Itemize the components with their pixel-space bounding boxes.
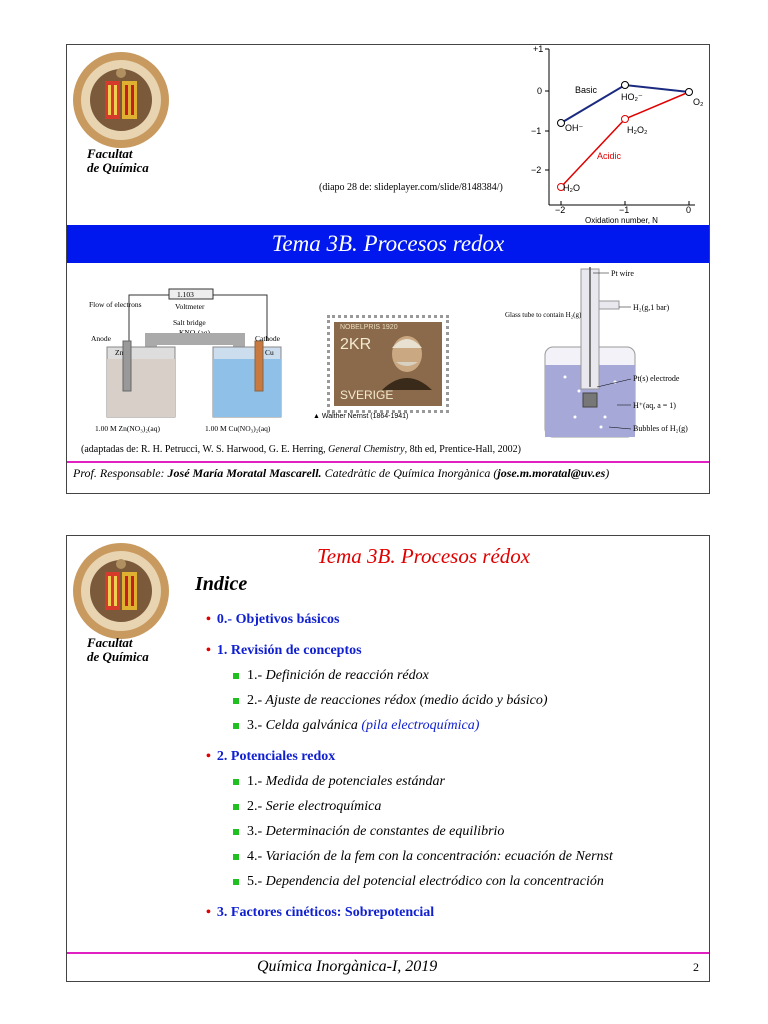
bullet-icon: • (206, 612, 211, 627)
faculty-label (87, 147, 149, 175)
nernst-portrait (378, 330, 436, 390)
faculty-line-1: Facultat (87, 146, 133, 161)
slide-title-bar (67, 225, 709, 263)
voltmeter-value: 1.103 (177, 290, 194, 299)
point-oh (558, 120, 565, 127)
item-label: 1. Revisión de conceptos (216, 643, 362, 658)
zn-label: Zn (115, 348, 124, 357)
basic-label: Basic (575, 85, 598, 95)
x-tick-label: −1 (619, 205, 630, 215)
footer-label: Prof. Responsable: (73, 466, 168, 480)
bubbles-label: Bubbles of H₂(g) (633, 424, 688, 433)
index-subitem[interactable] (233, 824, 504, 840)
item-number: 4.- (247, 849, 263, 864)
bullet-icon: • (206, 749, 211, 764)
cathode-label: Cathode (255, 334, 280, 343)
point-ho2 (622, 82, 629, 89)
item-label: 2. Potenciales redox (216, 749, 336, 764)
pt-wire-label: Pt wire (611, 269, 634, 278)
item-label: Medida de potenciales estándar (262, 774, 445, 789)
item-label: Celda galvánica (262, 718, 362, 733)
slide-1 (66, 44, 710, 494)
item-number: 1.- (247, 774, 263, 789)
voltmeter-label: Voltmeter (175, 302, 205, 311)
index-subitem[interactable] (233, 874, 604, 890)
index-heading: Indice (195, 573, 248, 595)
hplus-label: H⁺(aq, a = 1) (633, 401, 676, 410)
professor-name: José María Moratal Mascarell. (167, 466, 322, 480)
item-label: Serie electroquímica (262, 799, 382, 814)
university-seal-logo (72, 542, 170, 640)
species-h2o2: H₂O₂ (627, 125, 648, 135)
credit-edition: , 8th ed, Prentice-Hall, 2002) (404, 444, 521, 455)
item-number: 5.- (247, 874, 263, 889)
item-number: 1.- (247, 668, 263, 683)
stamp-caption: ▲ Walther Nernst (1864-1941) (313, 413, 409, 420)
index-subitem[interactable] (233, 849, 613, 865)
left-solution-label: 1.00 M Zn(NO₃)₂(aq) (95, 424, 161, 433)
index-subitem[interactable] (233, 718, 479, 734)
university-seal-logo (72, 51, 170, 149)
item-number: 2.- (247, 799, 263, 814)
glass-tube-label: Glass tube to contain H₂(g) (505, 311, 582, 319)
stamp-top-text: NOBELPRIS 1920 (340, 324, 398, 331)
faculty-line-1: Facultat (87, 635, 133, 650)
y-tick-label: +1 (533, 45, 544, 54)
credit-authors: (adaptadas de: R. H. Petrucci, W. S. Harwood, G. E. Herring, (81, 444, 329, 455)
index-subitem[interactable] (233, 774, 445, 790)
slide-2 (66, 535, 710, 982)
x-tick-label: −2 (555, 205, 566, 215)
y-tick-label: −2 (531, 165, 542, 175)
bullet-icon: • (206, 905, 211, 920)
professor-footer (73, 466, 609, 481)
square-bullet-icon (233, 879, 239, 885)
item-number: 2.- (247, 693, 263, 708)
x-tick-label: 0 (686, 205, 692, 215)
faculty-label (87, 636, 149, 664)
footer-divider (67, 952, 709, 954)
acidic-series-line (561, 92, 689, 187)
hydrogen-electrode-illustration (505, 267, 705, 445)
course-footer: Química Inorgànica-I, 2019 (257, 958, 438, 975)
footer-divider (67, 461, 709, 463)
kno3-label: KNO₃(aq) (179, 328, 210, 337)
point-h2o2 (622, 116, 629, 123)
galvanic-cell-illustration (89, 281, 297, 441)
figure-credit (81, 444, 521, 455)
square-bullet-icon (233, 829, 239, 835)
bullet-icon: • (206, 643, 211, 658)
source-note: (diapo 28 de: slideplayer.com/slide/8148384/) (319, 182, 503, 193)
right-solution-label: 1.00 M Cu(NO₃)₂(aq) (205, 424, 271, 433)
item-label: Definición de reacción rédox (262, 668, 429, 683)
item-label: 0.- Objetivos básicos (216, 612, 340, 627)
y-tick-label: −1 (531, 126, 542, 136)
point-o2 (686, 89, 693, 96)
species-h2o: H₂O (563, 183, 580, 193)
salt-bridge-label: Salt bridge (173, 318, 206, 327)
flow-electrons-label: Flow of electrons (89, 300, 142, 309)
faculty-line-2: de Química (87, 649, 149, 664)
item-number: 3.- (247, 824, 263, 839)
footer-close-paren: ) (605, 466, 610, 480)
index-subitem[interactable] (233, 693, 548, 709)
professor-role: Catedràtic de Química Inorgànica ( (321, 466, 498, 480)
item-label: Ajuste de reacciones rédox (medio ácido y básico) (262, 693, 548, 708)
square-bullet-icon (233, 804, 239, 810)
cu-label: Cu (265, 348, 274, 357)
nernst-stamp (327, 315, 449, 413)
square-bullet-icon (233, 673, 239, 679)
stamp-country: SVERIGE (340, 388, 394, 402)
y-tick-label: 0 (537, 86, 543, 96)
index-subitem[interactable] (233, 799, 381, 815)
index-item-factores[interactable] (206, 905, 434, 921)
item-extra: (pila electroquímica) (361, 718, 480, 733)
species-oh: OH⁻ (565, 123, 584, 133)
h2-gas-label: H₂(g,1 bar) (633, 303, 670, 312)
stamp-value: 2KR (340, 336, 372, 353)
slide-title: Tema 3B. Procesos rédox (317, 544, 531, 568)
item-label: 3. Factores cinéticos: Sobrepotencial (216, 905, 435, 920)
index-item-objetivos[interactable] (206, 612, 339, 628)
credit-book-title: General Chemistry (328, 444, 405, 455)
item-label: Variación de la fem con la concentración: ecuación de Nernst (262, 849, 613, 864)
square-bullet-icon (233, 723, 239, 729)
oxidation-number-diagram (495, 45, 707, 225)
anode-label: Anode (91, 334, 111, 343)
species-ho2: HO₂⁻ (621, 92, 643, 102)
item-number: 3.- (247, 718, 263, 733)
slide-title: Tema 3B. Procesos redox (271, 231, 505, 256)
page-number: 2 (693, 960, 699, 974)
square-bullet-icon (233, 698, 239, 704)
faculty-line-2: de Química (87, 160, 149, 175)
x-axis-label: Oxidation number, N (585, 216, 658, 225)
item-label: Determinación de constantes de equilibrio (262, 824, 505, 839)
item-label: Dependencia del potencial electródico con la concentración (262, 874, 604, 889)
square-bullet-icon (233, 854, 239, 860)
index-item-revision[interactable] (206, 643, 362, 659)
square-bullet-icon (233, 779, 239, 785)
professor-email-link[interactable]: jose.m.moratal@uv.es (497, 466, 606, 480)
index-item-potenciales[interactable] (206, 749, 335, 765)
acidic-label: Acidic (597, 151, 622, 161)
index-subitem[interactable] (233, 668, 429, 684)
species-o2: O₂ (693, 97, 704, 107)
pt-electrode-label: Pt(s) electrode (633, 374, 680, 383)
